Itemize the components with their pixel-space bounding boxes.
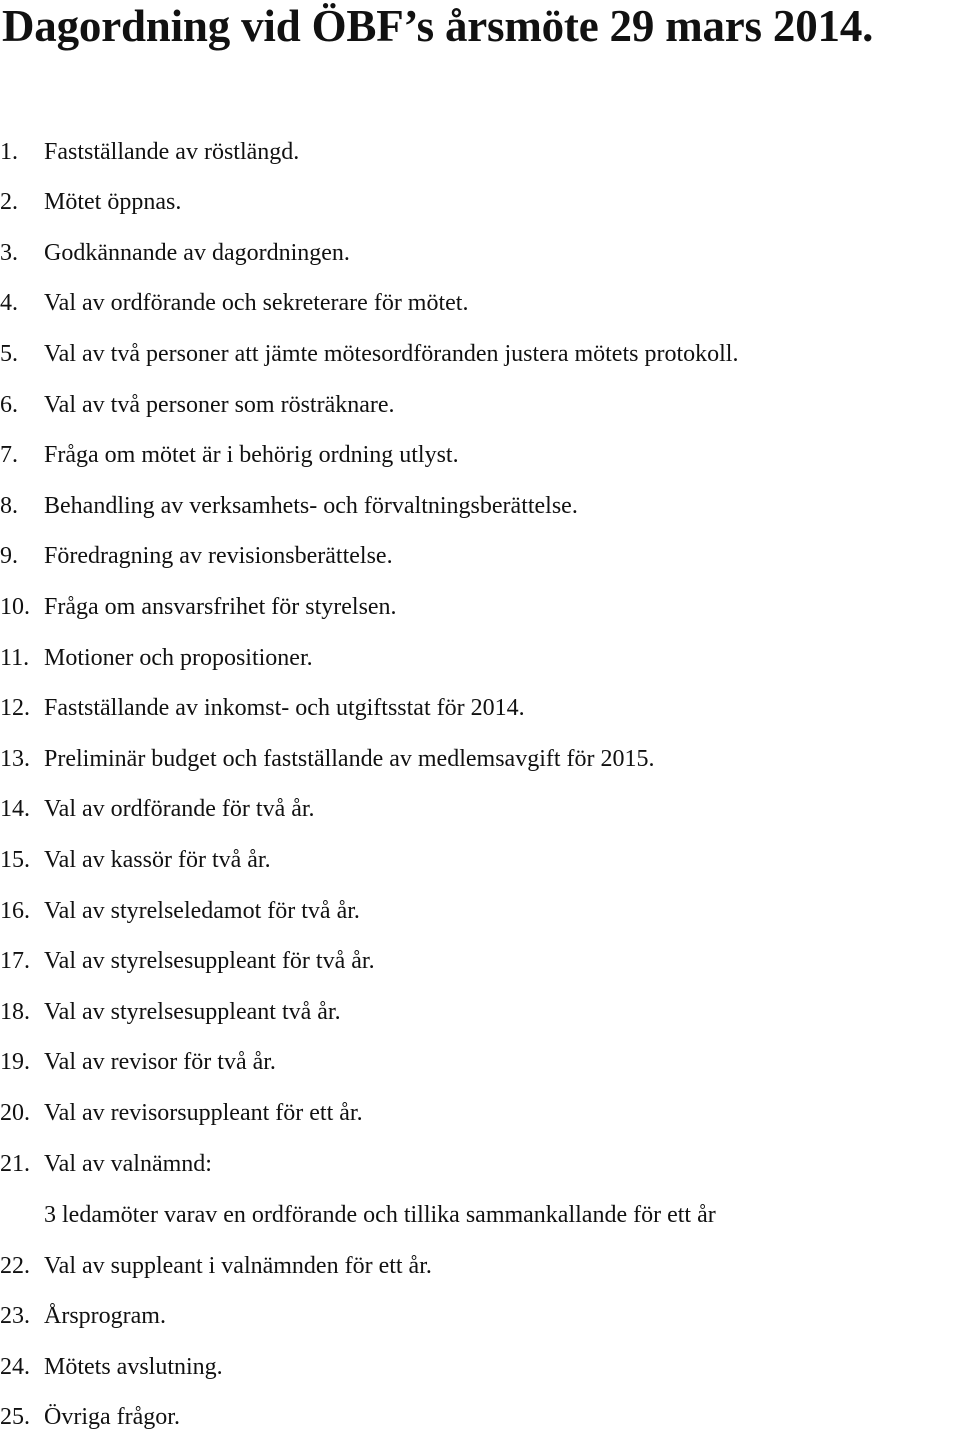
agenda-item-number: 1.: [0, 139, 18, 165]
agenda-item-text: Val av revisorsuppleant för ett år.: [44, 1100, 363, 1126]
agenda-item-number: 7.: [0, 442, 18, 468]
agenda-item-number: 16.: [0, 898, 30, 924]
agenda-item-number: 24.: [0, 1354, 30, 1380]
agenda-item-number: 21.: [0, 1151, 30, 1177]
agenda-item-text: Godkännande av dagordningen.: [44, 240, 350, 266]
agenda-item-number: 14.: [0, 796, 30, 822]
agenda-item-number: 19.: [0, 1049, 30, 1075]
agenda-item-number: 15.: [0, 847, 30, 873]
agenda-item-text: Val av styrelsesuppleant för två år.: [44, 948, 375, 974]
agenda-item-text: Val av kassör för två år.: [44, 847, 271, 873]
agenda-item-text: Val av två personer att jämte mötesordföranden justera mötets protokoll.: [44, 341, 739, 367]
agenda-item-text: Val av suppleant i valnämnden för ett år.: [44, 1253, 432, 1279]
agenda-item-number: 18.: [0, 999, 30, 1025]
agenda-item-text: Fråga om ansvarsfrihet för styrelsen.: [44, 594, 397, 620]
agenda-item-number: 5.: [0, 341, 18, 367]
agenda-item-text: Motioner och propositioner.: [44, 645, 313, 671]
agenda-item-text: Val av ordförande för två år.: [44, 796, 315, 822]
agenda-item-number: 6.: [0, 392, 18, 418]
agenda-item-text: Val av styrelsesuppleant två år.: [44, 999, 341, 1025]
agenda-item-number: 2.: [0, 189, 18, 215]
agenda-item-text: Föredragning av revisionsberättelse.: [44, 543, 393, 569]
document-title: Dagordning vid ÖBF’s årsmöte 29 mars 2014.: [2, 1, 874, 51]
agenda-item-number: 11.: [0, 645, 30, 671]
agenda-item-21-detail: 3 ledamöter varav en ordförande och tillika sammankallande för ett år: [44, 1202, 716, 1228]
agenda-item-number: 23.: [0, 1303, 30, 1329]
agenda-item-number: 10.: [0, 594, 30, 620]
agenda-item-number: 12.: [0, 695, 30, 721]
agenda-item-number: 3.: [0, 240, 18, 266]
agenda-item-text: Fastställande av röstlängd.: [44, 139, 300, 165]
agenda-item-text: Val av valnämnd:: [44, 1151, 212, 1177]
agenda-item-text: Preliminär budget och fastställande av medlemsavgift för 2015.: [44, 746, 655, 772]
agenda-item-number: 9.: [0, 543, 18, 569]
agenda-item-text: Fastställande av inkomst- och utgiftsstat för 2014.: [44, 695, 525, 721]
agenda-item-number: 17.: [0, 948, 30, 974]
agenda-item-text: Val av ordförande och sekreterare för mötet.: [44, 290, 469, 316]
agenda-item-number: 8.: [0, 493, 18, 519]
agenda-item-text: Fråga om mötet är i behörig ordning utlyst.: [44, 442, 459, 468]
agenda-item-text: Mötets avslutning.: [44, 1354, 223, 1380]
agenda-item-text: Val av två personer som rösträknare.: [44, 392, 395, 418]
agenda-item-text: Årsprogram.: [44, 1303, 166, 1329]
agenda-item-text: Val av styrelseledamot för två år.: [44, 898, 360, 924]
agenda-item-text: Val av revisor för två år.: [44, 1049, 276, 1075]
agenda-item-number: 22.: [0, 1253, 30, 1279]
agenda-item-text: Behandling av verksamhets- och förvaltningsberättelse.: [44, 493, 578, 519]
agenda-item-number: 25.: [0, 1404, 30, 1430]
agenda-item-text: Mötet öppnas.: [44, 189, 182, 215]
agenda-item-number: 13.: [0, 746, 30, 772]
agenda-item-number: 4.: [0, 290, 18, 316]
agenda-item-number: 20.: [0, 1100, 30, 1126]
agenda-item-text: Övriga frågor.: [44, 1404, 180, 1430]
